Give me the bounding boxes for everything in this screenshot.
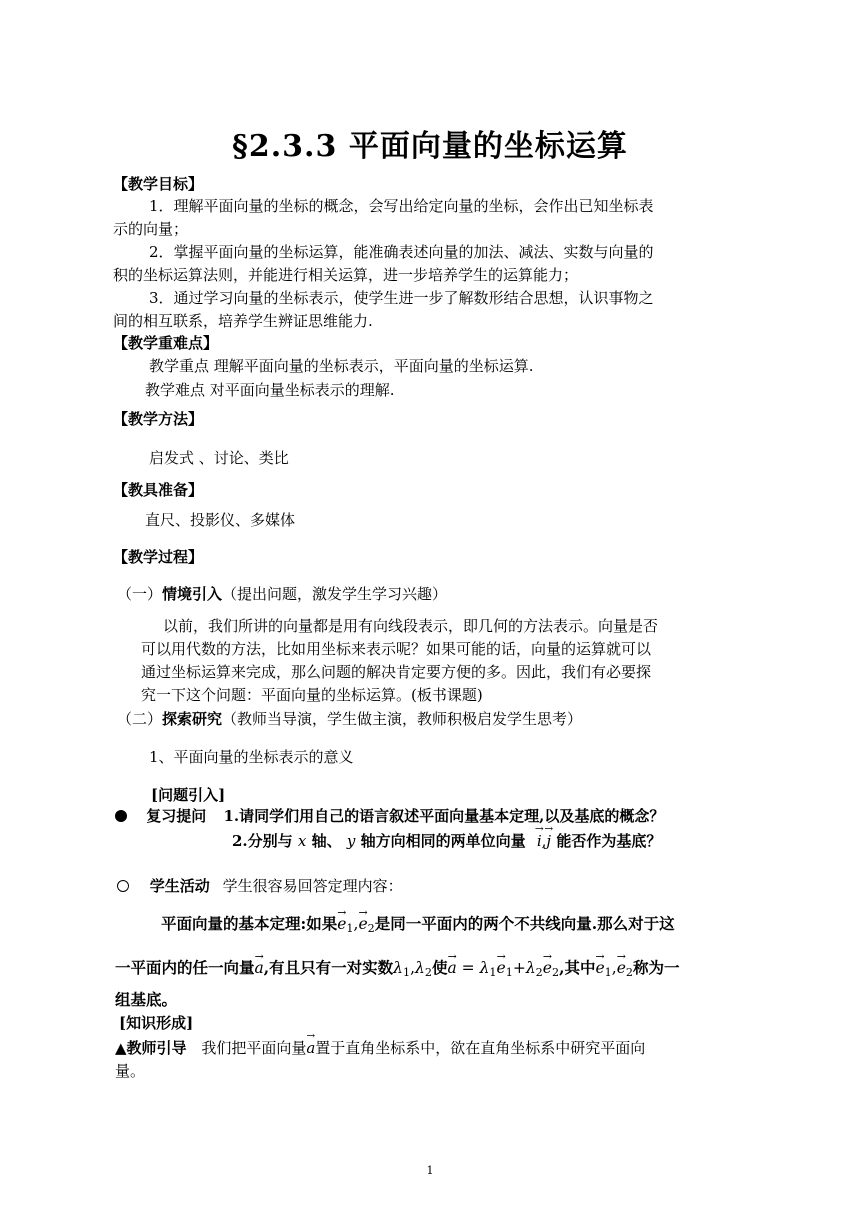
part-1-title: 情境引入 <box>162 585 223 603</box>
subscript-1: 1 <box>505 965 513 979</box>
review-q2-part-a: 2.分别与 <box>232 832 293 850</box>
lambda: λ <box>525 959 536 977</box>
theorem-part-f: ,其中 <box>559 958 596 977</box>
review-question-1-line <box>115 807 664 826</box>
vector-j: → j <box>546 832 551 851</box>
goals-header: 【教学目标】 <box>113 175 204 193</box>
subscript-2: 2 <box>424 965 432 979</box>
intro-line-1: 以前，我们所讲的向量都是用有向线段表示，即几何的方法表示。向量是否 <box>163 617 659 635</box>
teacher-label: ▲教师引导 <box>115 1039 187 1057</box>
vector-i: → i <box>537 832 542 851</box>
vector-a: → a <box>306 1039 315 1058</box>
equals-sign: = <box>456 959 480 977</box>
theorem-part-e: 使 <box>431 958 448 977</box>
lambda: λ <box>415 959 425 977</box>
process-header: 【教学过程】 <box>113 548 204 566</box>
subscript-2: 2 <box>551 965 560 979</box>
lambda: λ <box>393 959 403 977</box>
review-q2-part-d: 能否作为基底？ <box>556 832 662 850</box>
goal-2-line-2: 积的坐标运算法则，并能进行相关运算，进一步培养学生的运算能力； <box>113 266 579 284</box>
subsection-1: 1、平面向量的坐标表示的意义 <box>149 748 354 766</box>
subscript-1: 1 <box>346 921 354 935</box>
theorem-part-c: 一平面内的任一向量 <box>115 958 255 977</box>
tools-text: 直尺、投影仪、多媒体 <box>145 511 296 529</box>
intro-line-4: 究一下这个问题：平面向量的坐标运算。(板书课题) <box>141 686 483 704</box>
part-2-label: （二） <box>117 710 163 728</box>
subscript-1: 1 <box>403 965 411 979</box>
review-label: 复习提问 <box>146 807 207 825</box>
vector-a: → a <box>448 959 457 978</box>
teacher-text-a: 我们把平面向量 <box>201 1039 307 1057</box>
intro-line-3: 通过坐标运算来完成，那么问题的解决肯定要方便的多。因此，我们有必要探 <box>141 663 652 681</box>
key-point: 教学重点 理解平面向量的坐标表示，平面向量的坐标运算. <box>149 357 534 375</box>
goal-1-line-2: 示的向量； <box>113 220 189 238</box>
goal-1-line-1: 1．理解平面向量的坐标的概念，会写出给定向量的坐标，会作出已知坐标表 <box>149 197 654 215</box>
filled-bullet-icon <box>115 810 127 822</box>
method-text: 启发式 、讨论、类比 <box>149 449 289 467</box>
knowledge-formation: [知识形成] <box>119 1014 194 1032</box>
vector-e: → e <box>337 915 346 934</box>
unit-vectors-i-j <box>537 832 551 850</box>
plus-sign: + <box>512 959 526 977</box>
vector-a: → a <box>255 959 264 978</box>
intro-line-2: 可以用代数的方法，比如用坐标来表示呢？如果可能的话，向量的运算就可以 <box>141 640 652 658</box>
theorem-part-g: 称为一 <box>633 958 680 977</box>
comma: , <box>353 915 359 933</box>
review-question-2 <box>232 832 661 851</box>
part-2-heading <box>117 710 582 729</box>
y-axis-symbol: y <box>346 832 356 850</box>
vector-e: → e <box>497 959 506 978</box>
review-question-1: 1.请同学们用自己的语言叙述平面向量基本定理,以及基底的概念？ <box>223 807 665 825</box>
vector-e: → e <box>543 959 552 978</box>
theorem-part-d: ,有且只有一对实数 <box>263 958 394 977</box>
comma: , <box>410 959 416 977</box>
decomposition-formula <box>448 959 560 977</box>
basis-e1-e2 <box>595 959 633 977</box>
keypoints-header: 【教学重难点】 <box>113 334 219 352</box>
teacher-guidance-line-1 <box>115 1039 645 1058</box>
vector-e: → e <box>595 959 604 978</box>
review-q2-part-c: 轴方向相同的两单位向量 <box>360 832 526 850</box>
part-2-title: 探索研究 <box>162 710 223 728</box>
comma: , <box>611 959 617 977</box>
difficulty-point: 教学难点 对平面向量坐标表示的理解. <box>145 381 395 399</box>
goal-2-line-1: 2．掌握平面向量的坐标运算，能准确表述向量的加法、减法、实数与向量的 <box>149 243 654 261</box>
teacher-guidance-line-2: 量。 <box>115 1062 146 1080</box>
subscript-2: 2 <box>625 965 633 979</box>
subscript-1: 1 <box>604 965 612 979</box>
teacher-text-b: 置于直角坐标系中，欲在直角坐标系中研究平面向 <box>315 1039 646 1057</box>
lambda-pair <box>393 959 432 977</box>
goal-3-line-1: 3．通过学习向量的坐标表示，使学生进一步了解数形结合思想，认识事物之 <box>149 289 654 307</box>
page-number: 1 <box>426 1164 434 1177</box>
question-intro: [问题引入] <box>151 786 226 804</box>
goal-3-line-2: 间的相互联系，培养学生辨证思维能力. <box>113 312 373 330</box>
theorem-line-1 <box>161 914 675 936</box>
method-header: 【教学方法】 <box>113 410 204 428</box>
page-title: §2.3.3 平面向量的坐标运算 <box>232 129 628 164</box>
student-activity-line <box>117 877 403 896</box>
theorem-part-a: 平面向量的基本定理:如果 <box>161 914 338 933</box>
basis-e1-e2 <box>337 915 375 933</box>
lambda: λ <box>479 959 490 977</box>
vector-e: → e <box>358 915 367 934</box>
theorem-line-3: 组基底。 <box>115 990 178 1009</box>
subscript-2: 2 <box>367 921 375 935</box>
theorem-line-2 <box>115 958 680 980</box>
part-1-label: （一） <box>117 585 163 603</box>
vector-e: → e <box>617 959 626 978</box>
student-text: 学生很容易回答定理内容： <box>222 877 403 895</box>
student-label: 学生活动 <box>149 877 210 895</box>
tools-header: 【教具准备】 <box>113 481 204 499</box>
subscript-2: 2 <box>535 965 543 979</box>
part-1-heading <box>117 585 447 604</box>
vector-comma: , <box>541 832 547 850</box>
part-1-note: （提出问题，激发学生学习兴趣） <box>222 585 448 603</box>
hollow-bullet-icon <box>117 880 129 892</box>
x-axis-symbol: x <box>297 832 307 850</box>
part-2-note: （教师当导演，学生做主演，教师积极启发学生思考） <box>222 710 583 728</box>
subscript-1: 1 <box>489 965 497 979</box>
theorem-part-b: 是同一平面内的两个不共线向量.那么对于这 <box>374 914 675 933</box>
review-q2-part-b: 轴、 <box>311 832 342 850</box>
